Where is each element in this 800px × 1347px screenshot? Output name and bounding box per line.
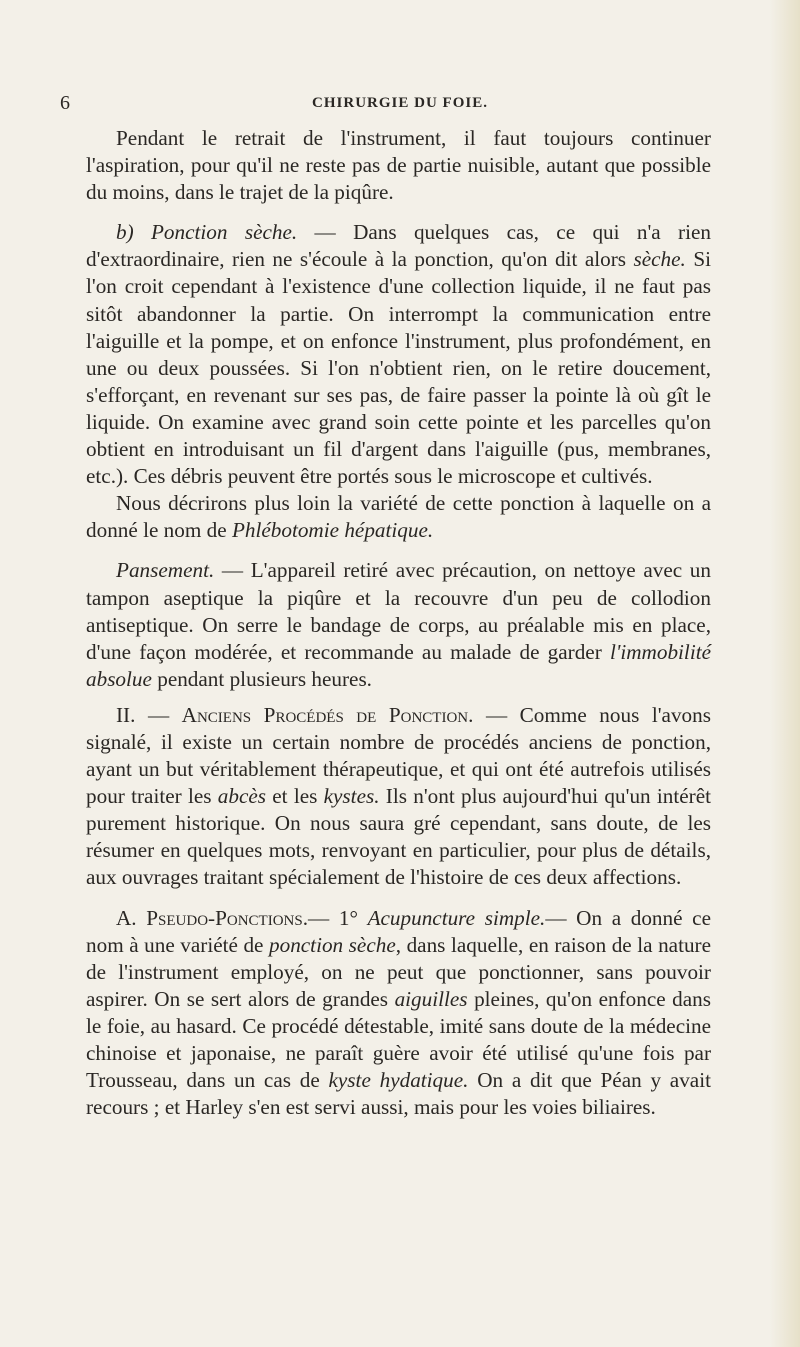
page-number: 6: [60, 92, 70, 114]
paragraph-text: On a dit que Péan y avait recours ; et Harley s'en est servi aussi, mais pour les voies biliaires.: [86, 1068, 711, 1120]
term-italic: l'immobilité absolue: [86, 639, 711, 691]
paragraph-text: Ils n'ont plus aujourd'hui qu'un intérêt purement historique. On nous saura gré cependant, sans doute, de les résumer en quelques mots, renvoyant en particulier, pour plus de détails, aux ouvrages traitant spécialement de l'histoire de ces deux affections.: [86, 784, 712, 890]
paragraph-pansement: [86, 557, 711, 692]
term-italic: aiguilles: [394, 986, 468, 1011]
paragraph-text: — L'appareil retiré avec précaution, on nettoye avec un tampon aseptique la piqûre et la recouvre d'un peu de collodion antiseptique. On serre le bandage de corps, au préalable mis en place, d'une façon modérée, et recommande au malade de garder: [86, 558, 711, 664]
paragraph-aspiration: [86, 125, 711, 206]
term-italic: sèche.: [633, 247, 686, 272]
subsection-heading: Acupuncture simple.: [367, 905, 546, 930]
paragraph-text: pendant plusieurs heures.: [151, 666, 372, 691]
paragraph-pseudo-ponctions: [86, 905, 711, 1122]
term-italic: abcès: [217, 784, 266, 809]
paragraph-text: — Dans quelques cas, ce qui n'a rien d'extraordinaire, rien ne s'écoule à la ponction, qu'on dit alors: [86, 220, 711, 272]
paragraph-text: Nous décrirons plus loin la variété de cette ponction à laquelle on a donné le nom de: [86, 491, 711, 543]
running-title: CHIRURGIE DU FOIE.: [312, 95, 488, 111]
paragraph-ponction-seche: [86, 219, 711, 490]
running-header: [60, 92, 740, 116]
paragraph-anciens-procedes: [86, 702, 711, 892]
section-heading: Pseudo-Ponctions.: [146, 905, 309, 930]
paragraph-text: et les: [266, 784, 324, 809]
paragraph-phlebotomie: [86, 490, 711, 544]
text-body: [86, 125, 711, 1121]
paragraph-text: — Comme nous l'avons signalé, il existe un certain nombre de procédés anciens de ponction, ayant un but véritablement thérapeutique, et qui ont été autrefois utilisés pour traiter les: [86, 702, 711, 809]
term-italic: ponction sèche: [269, 932, 396, 957]
paragraph-text: , dans laquelle, en raison de la nature de l'instrument employé, on ne peut que ponctionner, sans pouvoir aspirer. On se sert alors de grandes: [86, 932, 712, 1011]
paragraph-text: Si l'on croit cependant à l'existence d'une collection liquide, il ne faut pas sitôt abandonner la partie. On interrompt la communication entre l'aiguille et la pompe, et on enfonce l'instrument, plus profondément, en une ou deux poussées. Si l'on n'obtient rien, on le retire doucement, s'efforçant, en revenant sur ses pas, de faire passer la pointe là où gît le liquide. On examine avec grand soin cette pointe et les parcelles qu'on obtient en introduisant un fil d'argent dans l'aiguille (pus, membranes, etc.). Ces débris peuvent être portés sous le microscope et cultivés.: [86, 247, 711, 489]
section-separator: — 1°: [308, 905, 368, 930]
term-italic: kyste hydatique.: [328, 1068, 469, 1093]
page-edge-shading: [770, 0, 800, 1347]
term-italic: Phlébotomie hépatique.: [231, 518, 434, 543]
paragraph-text: pleines, qu'on enfonce dans le foie, au hasard. Ce procédé détestable, imité sans doute de la médecine chinoise et japonaise, ne paraît guère avoir été utilisé qu'une fois par Trousseau, dans un cas de: [86, 986, 712, 1093]
section-number: II. —: [116, 702, 182, 727]
section-label: Pansement.: [116, 558, 215, 583]
section-heading: Anciens Procédés de Ponction.: [181, 702, 474, 727]
section-label: b) Ponction sèche.: [116, 220, 298, 245]
term-italic: kystes.: [323, 784, 380, 809]
section-number: A.: [116, 905, 147, 930]
paragraph-text: Pendant le retrait de l'instrument, il faut toujours continuer l'aspiration, pour qu'il ne reste pas de partie nuisible, autant que possible du moins, dans le trajet de la piqûre.: [86, 126, 711, 205]
paragraph-text: — On a donné ce nom à une variété de: [86, 905, 711, 957]
